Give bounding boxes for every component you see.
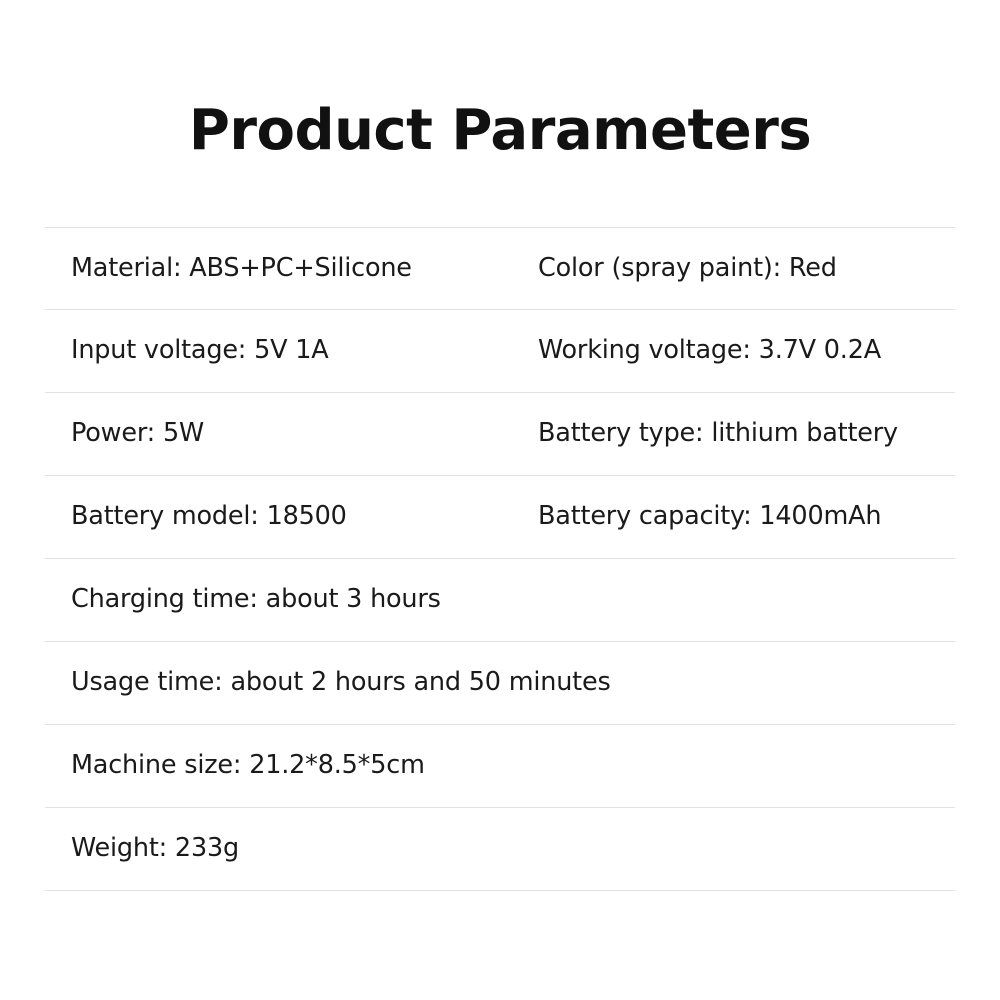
table-row <box>45 393 955 476</box>
spec-working-voltage: Working voltage: 3.7V 0.2A <box>538 335 881 366</box>
spec-input-voltage: Input voltage: 5V 1A <box>71 335 329 366</box>
table-row <box>45 476 955 559</box>
spec-power: Power: 5W <box>71 418 204 449</box>
specifications-table <box>45 227 955 891</box>
spec-weight: Weight: 233g <box>71 833 239 864</box>
spec-charging-time: Charging time: about 3 hours <box>71 584 441 615</box>
table-row <box>45 642 955 725</box>
page-title: Product Parameters <box>188 98 812 163</box>
table-row <box>45 310 955 393</box>
spec-battery-capacity: Battery capacity: 1400mAh <box>538 501 882 532</box>
spec-color: Color (spray paint): Red <box>538 252 837 283</box>
spec-battery-model: Battery model: 18500 <box>71 501 347 532</box>
spec-material: Material: ABS+PC+Silicone <box>71 252 412 283</box>
spec-usage-time: Usage time: about 2 hours and 50 minutes <box>71 667 611 698</box>
spec-battery-type: Battery type: lithium battery <box>538 418 898 449</box>
table-row <box>45 808 955 891</box>
spec-machine-size: Machine size: 21.2*8.5*5cm <box>71 750 425 781</box>
table-row <box>45 725 955 808</box>
table-row <box>45 227 955 310</box>
table-row <box>45 559 955 642</box>
